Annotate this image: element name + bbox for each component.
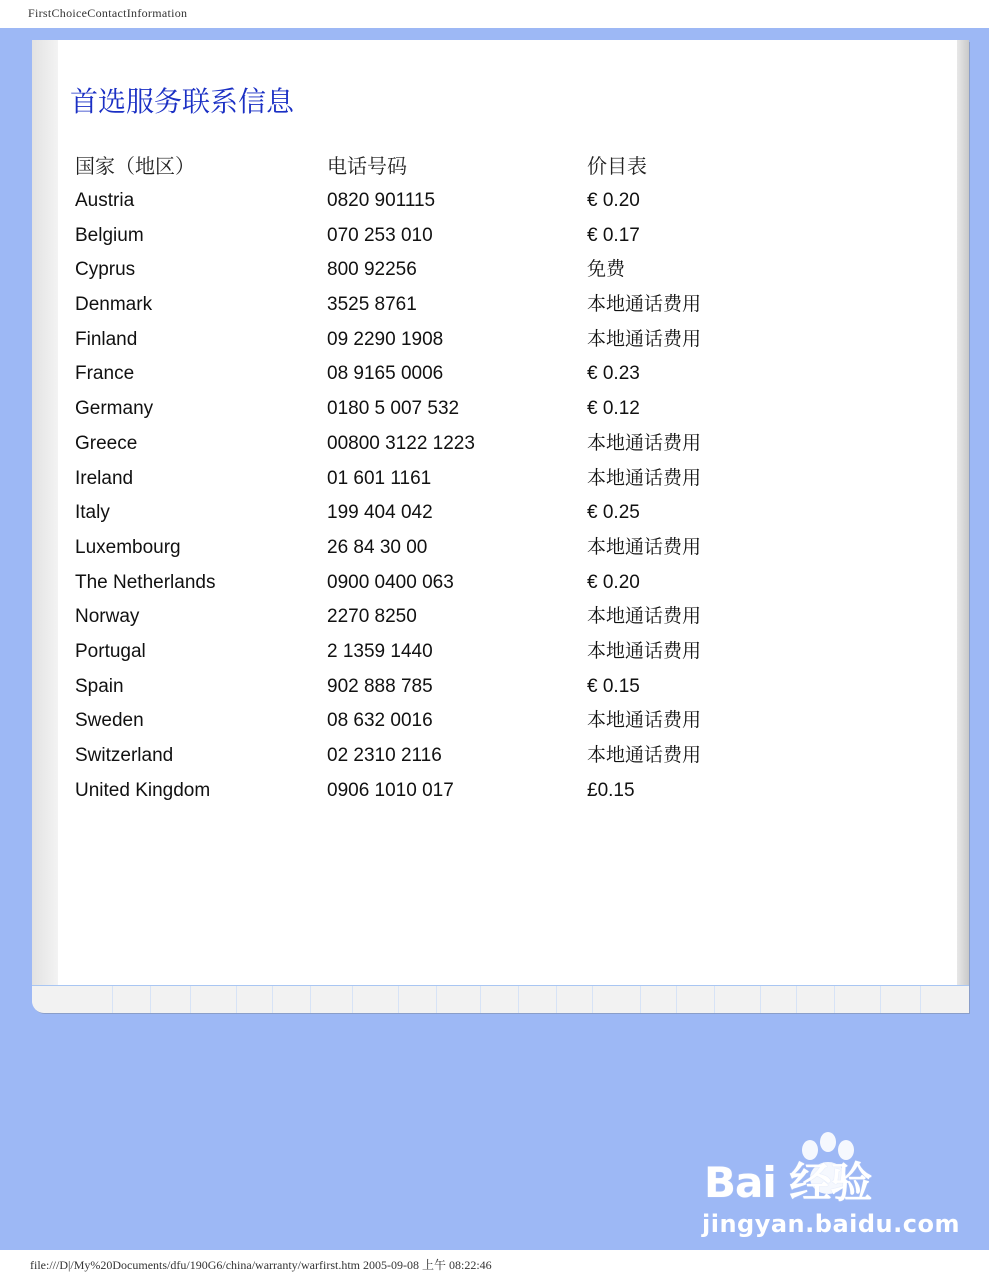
cell-rate: 本地通话费用 — [587, 710, 702, 732]
bottom-bar-divider — [920, 986, 921, 1013]
bottom-bar-divider — [556, 986, 557, 1013]
bottom-bar-divider — [272, 986, 273, 1013]
cell-phone: 09 2290 1908 — [327, 328, 444, 350]
panel-bottom-bar — [32, 985, 969, 1013]
bottom-bar-divider — [310, 986, 311, 1013]
cell-country: Sweden — [75, 710, 144, 732]
watermark-logo-text: Bai 经验 — [704, 1158, 872, 1207]
cell-country: The Netherlands — [75, 571, 216, 593]
bottom-bar-divider — [714, 986, 715, 1013]
cell-country: Spain — [75, 675, 124, 697]
cell-country: Belgium — [75, 224, 144, 246]
cell-rate: £0.15 — [587, 779, 635, 801]
cell-country: Switzerland — [75, 745, 174, 766]
cell-phone: 08 632 0016 — [327, 710, 433, 732]
document-title: FirstChoiceContactInformation — [28, 6, 188, 20]
cell-rate: 本地通话费用 — [587, 536, 702, 558]
cell-phone: 070 253 010 — [327, 224, 433, 246]
bottom-bar-divider — [436, 986, 437, 1013]
cell-rate: € 0.25 — [587, 502, 640, 524]
bottom-bar-divider — [640, 986, 641, 1013]
bottom-bar-divider — [236, 986, 237, 1013]
cell-phone: 902 888 785 — [327, 675, 433, 697]
baidu-watermark — [700, 1130, 960, 1245]
bottom-bar-divider — [398, 986, 399, 1013]
cell-rate: 免费 — [587, 259, 626, 281]
cell-country: Portugal — [75, 640, 146, 662]
bottom-bar-divider — [480, 986, 481, 1013]
cell-phone: 3525 8761 — [327, 294, 417, 316]
panel-right-border — [957, 40, 969, 985]
page-title: 首选服务联系信息 — [70, 85, 295, 118]
bottom-bar-divider — [834, 986, 835, 1013]
cell-phone: 800 92256 — [327, 259, 417, 281]
bottom-bar-divider — [676, 986, 677, 1013]
header-phone: 电话号码 — [327, 154, 407, 178]
cell-phone: 01 601 1161 — [327, 467, 432, 489]
cell-country: Norway — [75, 606, 140, 628]
content-panel — [32, 40, 969, 1012]
cell-phone: 2 1359 1440 — [327, 640, 433, 662]
cell-rate: € 0.12 — [587, 398, 640, 420]
cell-rate: € 0.15 — [587, 675, 640, 697]
cell-phone: 00800 3122 1223 — [327, 432, 475, 454]
cell-rate: 本地通话费用 — [587, 640, 702, 662]
bottom-bar-divider — [760, 986, 761, 1013]
cell-rate: 本地通话费用 — [587, 328, 702, 350]
cell-rate: 本地通话费用 — [587, 606, 702, 628]
cell-country: Ireland — [75, 467, 134, 489]
cell-phone: 0180 5 007 532 — [327, 398, 460, 420]
cell-phone: 26 84 30 00 — [327, 536, 428, 558]
panel-left-border — [32, 40, 58, 985]
cell-country: Denmark — [75, 294, 153, 316]
bottom-bar-divider — [190, 986, 191, 1013]
bottom-bar-divider — [150, 986, 151, 1013]
cell-country: United Kingdom — [75, 779, 211, 801]
cell-rate: 本地通话费用 — [587, 745, 702, 766]
watermark-url: jingyan.baidu.com — [702, 1210, 960, 1238]
cell-phone: 08 9165 0006 — [327, 363, 444, 385]
cell-country: Cyprus — [75, 259, 136, 281]
cell-phone: 0900 0400 063 — [327, 571, 454, 593]
bottom-bar-divider — [112, 986, 113, 1013]
header-country: 国家（地区） — [75, 154, 195, 178]
cell-rate: 本地通话费用 — [587, 467, 702, 489]
cell-phone: 02 2310 2116 — [327, 745, 442, 766]
cell-phone: 2270 8250 — [327, 606, 417, 628]
header-rate: 价目表 — [587, 154, 647, 178]
cell-country: Austria — [75, 190, 135, 211]
footer-file-path: file:///D|/My%20Documents/dfu/190G6/china/warranty/warfirst.htm 2005-09-08 上午 08:22:46 — [30, 1258, 492, 1272]
cell-phone: 199 404 042 — [327, 502, 433, 524]
cell-rate: € 0.23 — [587, 363, 640, 385]
cell-rate: € 0.20 — [587, 571, 640, 593]
cell-rate: 本地通话费用 — [587, 432, 702, 454]
bottom-bar-divider — [880, 986, 881, 1013]
bottom-bar-divider — [592, 986, 593, 1013]
document-footer — [0, 1250, 989, 1280]
cell-country: Finland — [75, 328, 138, 350]
cell-country: Italy — [75, 502, 110, 524]
cell-country: France — [75, 363, 135, 385]
cell-country: Luxembourg — [75, 536, 181, 558]
cell-rate: 本地通话费用 — [587, 294, 702, 316]
cell-rate: € 0.17 — [587, 224, 640, 246]
document-header — [0, 0, 989, 28]
cell-phone: 0906 1010 017 — [327, 779, 454, 801]
cell-rate: € 0.20 — [587, 190, 640, 211]
cell-country: Greece — [75, 432, 138, 454]
cell-country: Germany — [75, 398, 154, 420]
bottom-bar-divider — [518, 986, 519, 1013]
bottom-bar-divider — [796, 986, 797, 1013]
cell-phone: 0820 901115 — [327, 190, 436, 211]
bottom-bar-divider — [352, 986, 353, 1013]
